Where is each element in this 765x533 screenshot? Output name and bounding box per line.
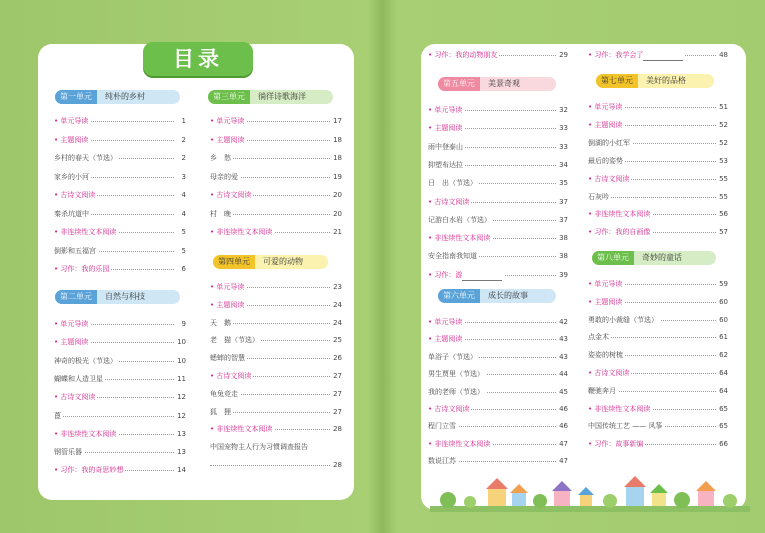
toc-row[interactable] bbox=[54, 391, 186, 403]
toc-row-page: 18 bbox=[333, 135, 342, 144]
toc-row-label: • 主题阅读 bbox=[588, 120, 623, 129]
toc-row[interactable] bbox=[54, 115, 186, 127]
fill-blank-line[interactable] bbox=[643, 52, 683, 61]
toc-row-label: • 非连续性文本阅读 bbox=[588, 404, 651, 413]
toc-row-page: 13 bbox=[177, 448, 186, 457]
toc-row-label: 村 晚 bbox=[210, 209, 231, 218]
toc-row-label: • 非连续性文本阅读 bbox=[54, 429, 117, 438]
toc-row-page: 47 bbox=[559, 457, 568, 466]
toc-row-page: 43 bbox=[559, 335, 568, 344]
toc-row-page: 39 bbox=[559, 270, 568, 279]
toc-row[interactable] bbox=[210, 370, 342, 382]
toc-row-label: 蟋蟀的智慧 bbox=[210, 354, 245, 363]
toc-row-label: • 单元导读 bbox=[588, 103, 623, 111]
toc-row-label: • 主题阅读 bbox=[210, 300, 245, 309]
toc-row-page: 44 bbox=[559, 370, 568, 379]
toc-row-label: 母亲的爱 bbox=[210, 172, 238, 181]
fill-blank-line[interactable] bbox=[462, 272, 502, 281]
toc-row-page: 55 bbox=[719, 192, 728, 201]
toc-row-label: • 古诗文阅读 bbox=[428, 405, 470, 413]
toc-row[interactable] bbox=[588, 349, 728, 361]
toc-row[interactable] bbox=[210, 226, 342, 238]
unit-header-8[interactable] bbox=[592, 251, 716, 265]
houses-illustration bbox=[430, 472, 750, 512]
toc-row-label: • 主题阅读 bbox=[428, 124, 463, 133]
toc-row[interactable] bbox=[54, 446, 186, 458]
toc-row-label: 倒影和五福宫 bbox=[54, 246, 96, 255]
toc-row[interactable] bbox=[588, 155, 728, 167]
unit-tag: 第四单元 bbox=[213, 255, 255, 269]
toc-row-label: • 习作：我的奇思妙想 bbox=[54, 466, 124, 475]
toc-row-label: 勇敢的小裁缝（节选） bbox=[588, 315, 658, 324]
toc-row[interactable] bbox=[428, 333, 568, 345]
toc-row[interactable] bbox=[210, 459, 342, 471]
toc-row-label: • 单元导读 bbox=[428, 318, 463, 326]
unit-name: 美景奇观 bbox=[488, 79, 520, 88]
toc-row[interactable] bbox=[210, 134, 342, 146]
unit-header-7[interactable] bbox=[596, 74, 714, 88]
toc-row-label: • 主题阅读 bbox=[54, 135, 89, 144]
toc-row-label: 倒湖的小红军 bbox=[588, 138, 630, 147]
dot-leader bbox=[54, 416, 174, 417]
unit-header-1[interactable] bbox=[55, 90, 180, 104]
unit-name: 徜徉诗歌海洋 bbox=[258, 92, 306, 101]
toc-row-page: 4 bbox=[181, 191, 186, 199]
toc-row-label: 狐 狸 bbox=[210, 407, 231, 416]
toc-row-page: 52 bbox=[719, 138, 728, 147]
unit-tag: 第一单元 bbox=[55, 90, 97, 104]
toc-row-page: 12 bbox=[177, 393, 186, 402]
unit-header-4[interactable] bbox=[213, 255, 328, 269]
toc-row-label: • 单元导读 bbox=[588, 280, 623, 288]
toc-row[interactable] bbox=[210, 423, 342, 435]
unit-header-2[interactable] bbox=[55, 290, 180, 304]
toc-row-page: 27 bbox=[333, 372, 342, 380]
unit-tag: 第二单元 bbox=[55, 290, 97, 304]
toc-row-page: 14 bbox=[177, 466, 186, 475]
toc-row[interactable] bbox=[210, 115, 342, 127]
toc-row[interactable] bbox=[428, 438, 568, 450]
toc-row-label: 家乡的小河 bbox=[54, 172, 89, 181]
toc-row[interactable] bbox=[428, 122, 568, 134]
toc-row-page: 12 bbox=[177, 411, 186, 420]
toc-row-label: • 古诗文阅读 bbox=[588, 369, 630, 377]
unit-name: 可爱的动物 bbox=[263, 257, 303, 266]
toc-row-page: 3 bbox=[181, 172, 186, 181]
toc-row-page: 33 bbox=[559, 124, 568, 133]
toc-row[interactable] bbox=[588, 296, 728, 308]
toc-row-page: 37 bbox=[559, 215, 568, 224]
toc-row[interactable] bbox=[428, 177, 568, 189]
toc-row[interactable] bbox=[588, 208, 728, 220]
toc-row-label: • 单元导读 bbox=[54, 117, 89, 125]
toc-row-label: • 主题阅读 bbox=[428, 335, 463, 344]
toc-row-label: 石灰吟 bbox=[588, 192, 609, 201]
toc-row-page: 1 bbox=[181, 117, 186, 125]
toc-row-label: 蝴蝶和人造卫星 bbox=[54, 374, 103, 383]
toc-row[interactable] bbox=[428, 455, 568, 467]
toc-row-label: 老 猫（节选） bbox=[210, 336, 259, 345]
toc-row-page: 6 bbox=[181, 265, 186, 273]
toc-row-label: 安全指南我知道 bbox=[428, 252, 477, 261]
toc-row[interactable] bbox=[428, 269, 568, 281]
toc-row-page: 2 bbox=[181, 135, 186, 144]
toc-row-label: 点金术 bbox=[588, 333, 609, 342]
unit-name: 自然与科技 bbox=[105, 292, 145, 301]
toc-row[interactable] bbox=[210, 189, 342, 201]
unit-name: 奇妙的童话 bbox=[642, 253, 682, 262]
toc-row-page: 52 bbox=[719, 120, 728, 129]
unit-tag: 第八单元 bbox=[592, 251, 634, 265]
unit-header-3[interactable] bbox=[208, 90, 333, 104]
toc-row-page: 42 bbox=[559, 318, 568, 326]
toc-row[interactable] bbox=[210, 152, 342, 164]
toc-row-label: • 古诗文阅读 bbox=[54, 191, 96, 199]
toc-row[interactable] bbox=[588, 314, 728, 326]
toc-row-page: 47 bbox=[559, 439, 568, 448]
toc-row-label: • 古诗文阅读 bbox=[588, 174, 630, 183]
dot-leader bbox=[210, 465, 330, 466]
toc-row[interactable] bbox=[54, 318, 186, 330]
toc-row[interactable] bbox=[210, 208, 342, 220]
toc-row-page: 10 bbox=[177, 338, 186, 347]
toc-row[interactable] bbox=[588, 420, 728, 432]
toc-row-label: 乡村的春天（节选） bbox=[54, 154, 117, 162]
toc-row[interactable] bbox=[428, 368, 568, 380]
toc-row[interactable] bbox=[588, 226, 728, 238]
unit-header-6[interactable] bbox=[438, 289, 556, 303]
toc-row-label: • 主题阅读 bbox=[210, 135, 245, 144]
toc-row-label: • 古诗文阅读 bbox=[210, 372, 252, 380]
toc-row-label: • 非连续性文本阅读 bbox=[428, 439, 491, 448]
toc-row-page: 51 bbox=[719, 103, 728, 111]
toc-row[interactable] bbox=[54, 226, 186, 238]
toc-row[interactable] bbox=[54, 134, 186, 146]
toc-row-label: 乡 愁 bbox=[210, 154, 231, 162]
toc-row[interactable] bbox=[428, 141, 568, 153]
toc-row[interactable] bbox=[588, 101, 728, 113]
toc-row-page: 24 bbox=[333, 318, 342, 327]
toc-row-label: • 单元导读 bbox=[54, 320, 89, 328]
toc-row[interactable] bbox=[588, 385, 728, 397]
toc-row-label: • 非连续性文本阅读 bbox=[210, 425, 273, 434]
toc-row-label: • 非连续性文本阅读 bbox=[210, 228, 273, 236]
toc-row-label: • 主题阅读 bbox=[54, 338, 89, 347]
toc-row[interactable] bbox=[428, 49, 568, 61]
toc-row[interactable] bbox=[210, 406, 342, 418]
toc-row-page: 66 bbox=[719, 440, 728, 449]
toc-row-page: 4 bbox=[181, 209, 186, 218]
toc-row-page: 20 bbox=[333, 209, 342, 218]
toc-row[interactable] bbox=[210, 281, 342, 293]
toc-row[interactable] bbox=[210, 317, 342, 329]
toc-row-page: 62 bbox=[719, 351, 728, 360]
toc-row-page: 17 bbox=[333, 117, 342, 125]
toc-row-page: 27 bbox=[333, 389, 342, 398]
toc-row-page: 65 bbox=[719, 422, 728, 431]
toc-row[interactable] bbox=[54, 464, 186, 476]
toc-row-label: 我的老师（节选） bbox=[428, 387, 484, 396]
toc-row-page: 46 bbox=[559, 422, 568, 431]
toc-row-page: 38 bbox=[559, 234, 568, 243]
toc-row-label: • 主题阅读 bbox=[588, 297, 623, 306]
toc-row-page: 2 bbox=[181, 154, 186, 162]
toc-row-page: 20 bbox=[333, 191, 342, 199]
toc-row[interactable] bbox=[588, 49, 728, 61]
toc-row-page: 24 bbox=[333, 300, 342, 309]
toc-row-label: • 习作：故事新编 bbox=[588, 440, 644, 449]
toc-row[interactable] bbox=[428, 386, 568, 398]
toc-row[interactable] bbox=[54, 245, 186, 257]
toc-row-label: • 古诗文阅读 bbox=[428, 197, 470, 206]
toc-row-page: 60 bbox=[719, 297, 728, 306]
unit-name: 美好的品格 bbox=[646, 76, 686, 85]
toc-row-page: 59 bbox=[719, 280, 728, 288]
toc-row-label: 钢管乐器 bbox=[54, 448, 82, 457]
toc-row[interactable] bbox=[210, 334, 342, 346]
toc-row[interactable] bbox=[54, 189, 186, 201]
toc-row[interactable] bbox=[428, 196, 568, 208]
unit-name: 纯朴的乡村 bbox=[105, 92, 145, 101]
toc-row-page: 32 bbox=[559, 106, 568, 114]
toc-row-page: 46 bbox=[559, 405, 568, 413]
toc-row[interactable] bbox=[54, 428, 186, 440]
unit-tag: 第五单元 bbox=[438, 77, 480, 91]
toc-row-page: 18 bbox=[333, 154, 342, 162]
toc-row[interactable] bbox=[54, 208, 186, 220]
toc-row-label: 抑塑布达拉 bbox=[428, 160, 463, 169]
toc-row[interactable] bbox=[588, 403, 728, 415]
toc-row-page: 60 bbox=[719, 315, 728, 324]
toc-row-page: 65 bbox=[719, 404, 728, 413]
toc-row-page: 21 bbox=[333, 228, 342, 236]
toc-row-label: 龟兔竞走 bbox=[210, 389, 238, 398]
toc-row[interactable] bbox=[54, 336, 186, 348]
toc-row[interactable] bbox=[54, 152, 186, 164]
toc-row[interactable] bbox=[210, 352, 342, 364]
toc-row-page: 28 bbox=[333, 461, 342, 469]
toc-row-page: 28 bbox=[333, 425, 342, 434]
toc-row-page: 64 bbox=[719, 369, 728, 377]
toc-row-label: • 习作：我的自画像 bbox=[588, 228, 651, 237]
toc-row[interactable] bbox=[210, 171, 342, 183]
unit-name: 成长的故事 bbox=[488, 291, 528, 300]
toc-row[interactable] bbox=[54, 410, 186, 422]
toc-row-label: 单浴子（节选） bbox=[428, 352, 477, 361]
toc-row[interactable] bbox=[428, 250, 568, 262]
toc-row[interactable] bbox=[54, 263, 186, 275]
toc-row-label: 中国传统工艺 —— 风筝 bbox=[588, 422, 663, 431]
toc-row-label: 鞭驰奔月 bbox=[588, 386, 616, 395]
toc-row[interactable] bbox=[54, 355, 186, 367]
toc-row-page: 25 bbox=[333, 336, 342, 345]
toc-row[interactable] bbox=[428, 420, 568, 432]
unit-tag: 第三单元 bbox=[208, 90, 250, 104]
toc-row-page: 48 bbox=[719, 51, 728, 59]
toc-row[interactable] bbox=[588, 367, 728, 379]
toc-row-page: 37 bbox=[559, 197, 568, 206]
toc-row-page: 45 bbox=[559, 387, 568, 396]
toc-row-label: • 单元导读 bbox=[428, 106, 463, 114]
toc-row[interactable] bbox=[210, 299, 342, 311]
toc-row-page: 23 bbox=[333, 283, 342, 291]
toc-row-label: • 古诗文阅读 bbox=[210, 191, 252, 199]
toc-row-label: 神奇的极光（节选） bbox=[54, 356, 117, 365]
toc-row-label: 日 出（节选） bbox=[428, 179, 477, 188]
toc-row-page: 27 bbox=[333, 407, 342, 416]
toc-row[interactable] bbox=[588, 137, 728, 149]
unit-tag: 第六单元 bbox=[438, 289, 480, 303]
toc-row-page: 13 bbox=[177, 429, 186, 438]
toc-row-label: • 单元导读 bbox=[210, 283, 245, 291]
toc-row-label: • 习作：我的动物朋友 bbox=[428, 51, 498, 59]
toc-row-label: • 习作：我学会了 bbox=[588, 49, 685, 61]
toc-row-label: • 非连续性文本阅读 bbox=[588, 210, 651, 219]
toc-row-label: 数说江苏 bbox=[428, 457, 456, 466]
toc-row-page: 33 bbox=[559, 142, 568, 151]
toc-row[interactable] bbox=[210, 388, 342, 400]
toc-row[interactable] bbox=[428, 351, 568, 363]
toc-row-label: 程门立雪 bbox=[428, 422, 456, 431]
toc-row[interactable] bbox=[428, 316, 568, 328]
toc-row[interactable] bbox=[588, 438, 728, 450]
toc-row[interactable] bbox=[54, 373, 186, 385]
toc-row-page: 9 bbox=[181, 320, 186, 328]
toc-row-page: 55 bbox=[719, 174, 728, 183]
toc-row-page: 10 bbox=[177, 356, 186, 365]
toc-row[interactable] bbox=[588, 173, 728, 185]
toc-row-page: 38 bbox=[559, 252, 568, 261]
toc-row-page: 53 bbox=[719, 156, 728, 165]
toc-row[interactable] bbox=[428, 104, 568, 116]
toc-row[interactable] bbox=[588, 191, 728, 203]
toc-row-label: 记游白水岩（节选） bbox=[428, 215, 491, 224]
toc-row-page: 19 bbox=[333, 172, 342, 181]
toc-row-page: 5 bbox=[181, 228, 186, 236]
toc-row[interactable] bbox=[210, 441, 342, 453]
toc-row[interactable] bbox=[428, 214, 568, 226]
toc-row[interactable] bbox=[588, 119, 728, 131]
toc-row-page: 35 bbox=[559, 179, 568, 188]
toc-row-page: 34 bbox=[559, 160, 568, 169]
toc-row-label: 最后的姿势 bbox=[588, 156, 623, 165]
toc-row-label: 雨中登泰山 bbox=[428, 142, 463, 151]
toc-row-page: 26 bbox=[333, 354, 342, 363]
toc-row-page: 57 bbox=[719, 228, 728, 237]
toc-row-label: 男生贾里（节选） bbox=[428, 370, 484, 379]
toc-row-page: 11 bbox=[177, 374, 186, 383]
toc-row-label: 蓖 bbox=[54, 411, 61, 420]
toc-row-page: 5 bbox=[181, 246, 186, 255]
toc-row-label: • 古诗文阅读 bbox=[54, 393, 96, 402]
toc-row-page: 56 bbox=[719, 210, 728, 219]
toc-row-label: 秦杀坑道中 bbox=[54, 209, 89, 218]
toc-row-label: • 非连续性文本阅读 bbox=[428, 234, 491, 243]
toc-row-page: 43 bbox=[559, 352, 568, 361]
page-title: 目录 bbox=[143, 42, 253, 76]
toc-row-label: 天 鹅 bbox=[210, 318, 231, 327]
toc-row-label: • 非连续性文本阅读 bbox=[54, 228, 117, 236]
toc-row-page: 61 bbox=[719, 333, 728, 342]
unit-tag: 第七单元 bbox=[596, 74, 638, 88]
toc-row-label: 中国宠物主人行为习惯调查报告 bbox=[210, 443, 308, 452]
toc-row[interactable] bbox=[428, 403, 568, 415]
toc-row-page: 64 bbox=[719, 386, 728, 395]
unit-header-5[interactable] bbox=[438, 77, 556, 91]
toc-row-label: 姿姿的树梳 bbox=[588, 351, 623, 360]
toc-row[interactable] bbox=[428, 159, 568, 171]
toc-row[interactable] bbox=[54, 171, 186, 183]
toc-row-label: • 单元导读 bbox=[210, 117, 245, 125]
toc-row-page: 29 bbox=[559, 51, 568, 59]
toc-row-label: • 习作：游 bbox=[428, 269, 504, 281]
toc-row[interactable] bbox=[588, 278, 728, 290]
toc-row[interactable] bbox=[588, 331, 728, 343]
toc-row[interactable] bbox=[428, 232, 568, 244]
toc-row-label: • 习作：我的乐园 bbox=[54, 265, 110, 273]
